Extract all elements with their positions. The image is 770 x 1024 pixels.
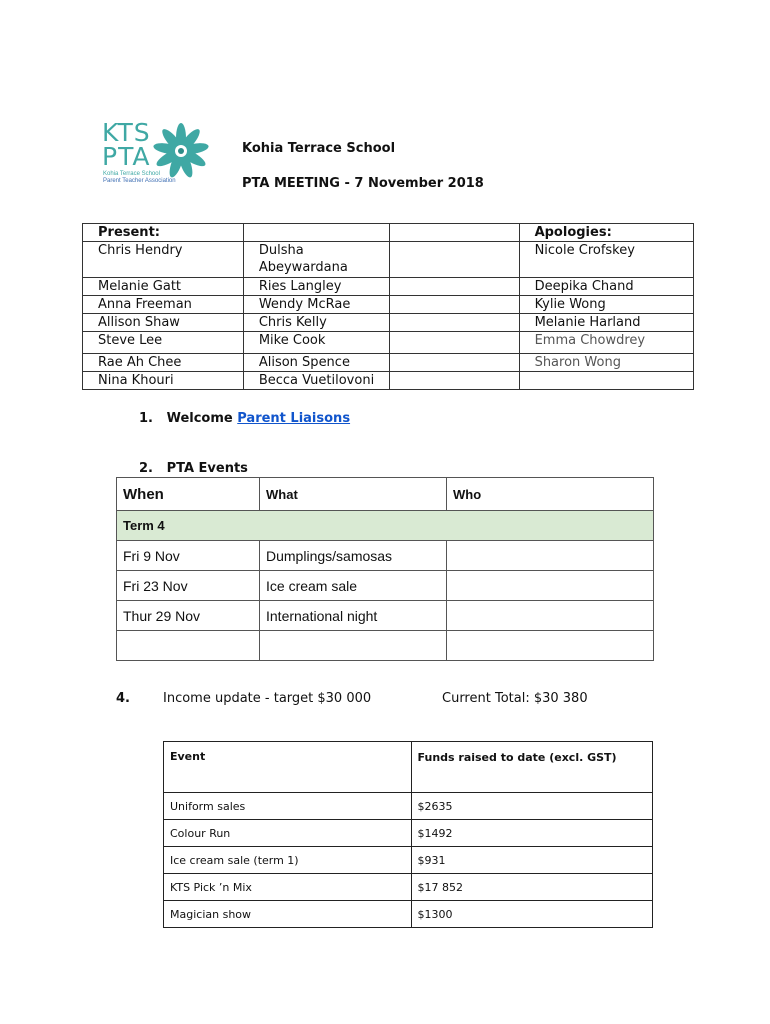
logo-subtitle-school: Kohia Terrace School <box>103 171 160 177</box>
income-item-number: 4. <box>116 691 130 706</box>
present-label: Present: <box>83 224 244 242</box>
attendance-table <box>82 223 694 390</box>
agenda-item-events <box>139 461 248 476</box>
funds-table <box>163 741 653 928</box>
attendee-name: Alison Spence <box>243 354 389 372</box>
attendee-name: Rae Ah Chee <box>83 354 244 372</box>
table-row <box>83 242 694 278</box>
table-row <box>83 372 694 390</box>
column-header-funds: Funds raised to date (excl. GST) <box>411 742 652 793</box>
attendee-name: Chris Hendry <box>83 242 244 278</box>
apology-name: Melanie Harland <box>519 314 693 332</box>
attendee-name: Mike Cook <box>243 332 389 354</box>
table-row <box>83 354 694 372</box>
table-row <box>117 631 654 661</box>
fund-event: Ice cream sale (term 1) <box>164 847 412 874</box>
table-cell <box>390 354 520 372</box>
attendee-name: Steve Lee <box>83 332 244 354</box>
attendee-name: Melanie Gatt <box>83 278 244 296</box>
fund-event: Colour Run <box>164 820 412 847</box>
table-cell <box>390 242 520 278</box>
income-target: Income update - target $30 000 <box>163 691 372 706</box>
logo-subtitle-association: Parent Teacher Association <box>103 178 176 184</box>
apology-name: Nicole Crofskey <box>519 242 693 278</box>
table-header-row <box>164 742 653 793</box>
table-cell <box>390 278 520 296</box>
attendee-name: Nina Khouri <box>83 372 244 390</box>
income-current-total: Current Total: $30 380 <box>442 691 588 706</box>
table-row <box>164 793 653 820</box>
meeting-title: PTA MEETING - 7 November 2018 <box>242 176 484 191</box>
kts-pta-logo <box>100 120 215 186</box>
event-who <box>447 571 654 601</box>
parent-liaisons-link[interactable]: Parent Liaisons <box>237 411 351 426</box>
table-header-row <box>117 478 654 511</box>
school-name: Kohia Terrace School <box>242 141 396 156</box>
events-table <box>116 477 654 661</box>
event-date: Fri 9 Nov <box>117 541 260 571</box>
apology-name: Deepika Chand <box>519 278 693 296</box>
table-row <box>83 278 694 296</box>
attendee-name: Anna Freeman <box>83 296 244 314</box>
table-row <box>117 541 654 571</box>
fund-amount: $931 <box>411 847 652 874</box>
table-cell <box>243 224 389 242</box>
fund-event: KTS Pick ’n Mix <box>164 874 412 901</box>
table-cell <box>390 372 520 390</box>
agenda-item-number: 2. <box>139 461 153 476</box>
column-header-who: Who <box>447 478 654 511</box>
attendee-name: Becca Vuetilovoni <box>243 372 389 390</box>
agenda-item-welcome <box>139 411 350 426</box>
table-cell <box>390 224 520 242</box>
event-who <box>447 601 654 631</box>
event-name <box>260 631 447 661</box>
event-who <box>447 541 654 571</box>
table-row <box>164 847 653 874</box>
event-name: International night <box>260 601 447 631</box>
event-name: Dumplings/samosas <box>260 541 447 571</box>
fund-amount: $2635 <box>411 793 652 820</box>
fund-amount: $1300 <box>411 901 652 928</box>
event-date <box>117 631 260 661</box>
event-date: Thur 29 Nov <box>117 601 260 631</box>
fund-amount: $17 852 <box>411 874 652 901</box>
apology-name <box>519 372 693 390</box>
event-name: Ice cream sale <box>260 571 447 601</box>
table-row <box>117 571 654 601</box>
flower-icon <box>150 122 212 180</box>
table-row <box>83 224 694 242</box>
column-header-event: Event <box>164 742 412 793</box>
fund-event: Magician show <box>164 901 412 928</box>
logo-text-pta: PTA <box>102 142 151 171</box>
table-row <box>83 332 694 354</box>
attendee-name: Allison Shaw <box>83 314 244 332</box>
agenda-item-label: PTA Events <box>166 461 248 476</box>
table-row <box>164 874 653 901</box>
attendee-name: Wendy McRae <box>243 296 389 314</box>
table-row <box>164 820 653 847</box>
event-who <box>447 631 654 661</box>
attendee-name: Dulsha Abeywardana <box>243 242 389 278</box>
apology-name: Kylie Wong <box>519 296 693 314</box>
table-row <box>164 901 653 928</box>
agenda-item-number: 1. <box>139 411 153 426</box>
agenda-item-label: Welcome <box>166 411 233 426</box>
table-row <box>83 314 694 332</box>
apology-name: Sharon Wong <box>519 354 693 372</box>
logo-text-kts: KTS <box>102 118 151 147</box>
term-row <box>117 511 654 541</box>
term-label: Term 4 <box>117 511 654 541</box>
table-cell <box>390 314 520 332</box>
table-cell <box>390 296 520 314</box>
table-row <box>117 601 654 631</box>
apologies-label: Apologies: <box>519 224 693 242</box>
column-header-when: When <box>117 478 260 511</box>
attendee-name: Chris Kelly <box>243 314 389 332</box>
fund-amount: $1492 <box>411 820 652 847</box>
event-date: Fri 23 Nov <box>117 571 260 601</box>
table-row <box>83 296 694 314</box>
table-cell <box>390 332 520 354</box>
attendee-name: Ries Langley <box>243 278 389 296</box>
column-header-what: What <box>260 478 447 511</box>
apology-name: Emma Chowdrey <box>519 332 693 354</box>
fund-event: Uniform sales <box>164 793 412 820</box>
